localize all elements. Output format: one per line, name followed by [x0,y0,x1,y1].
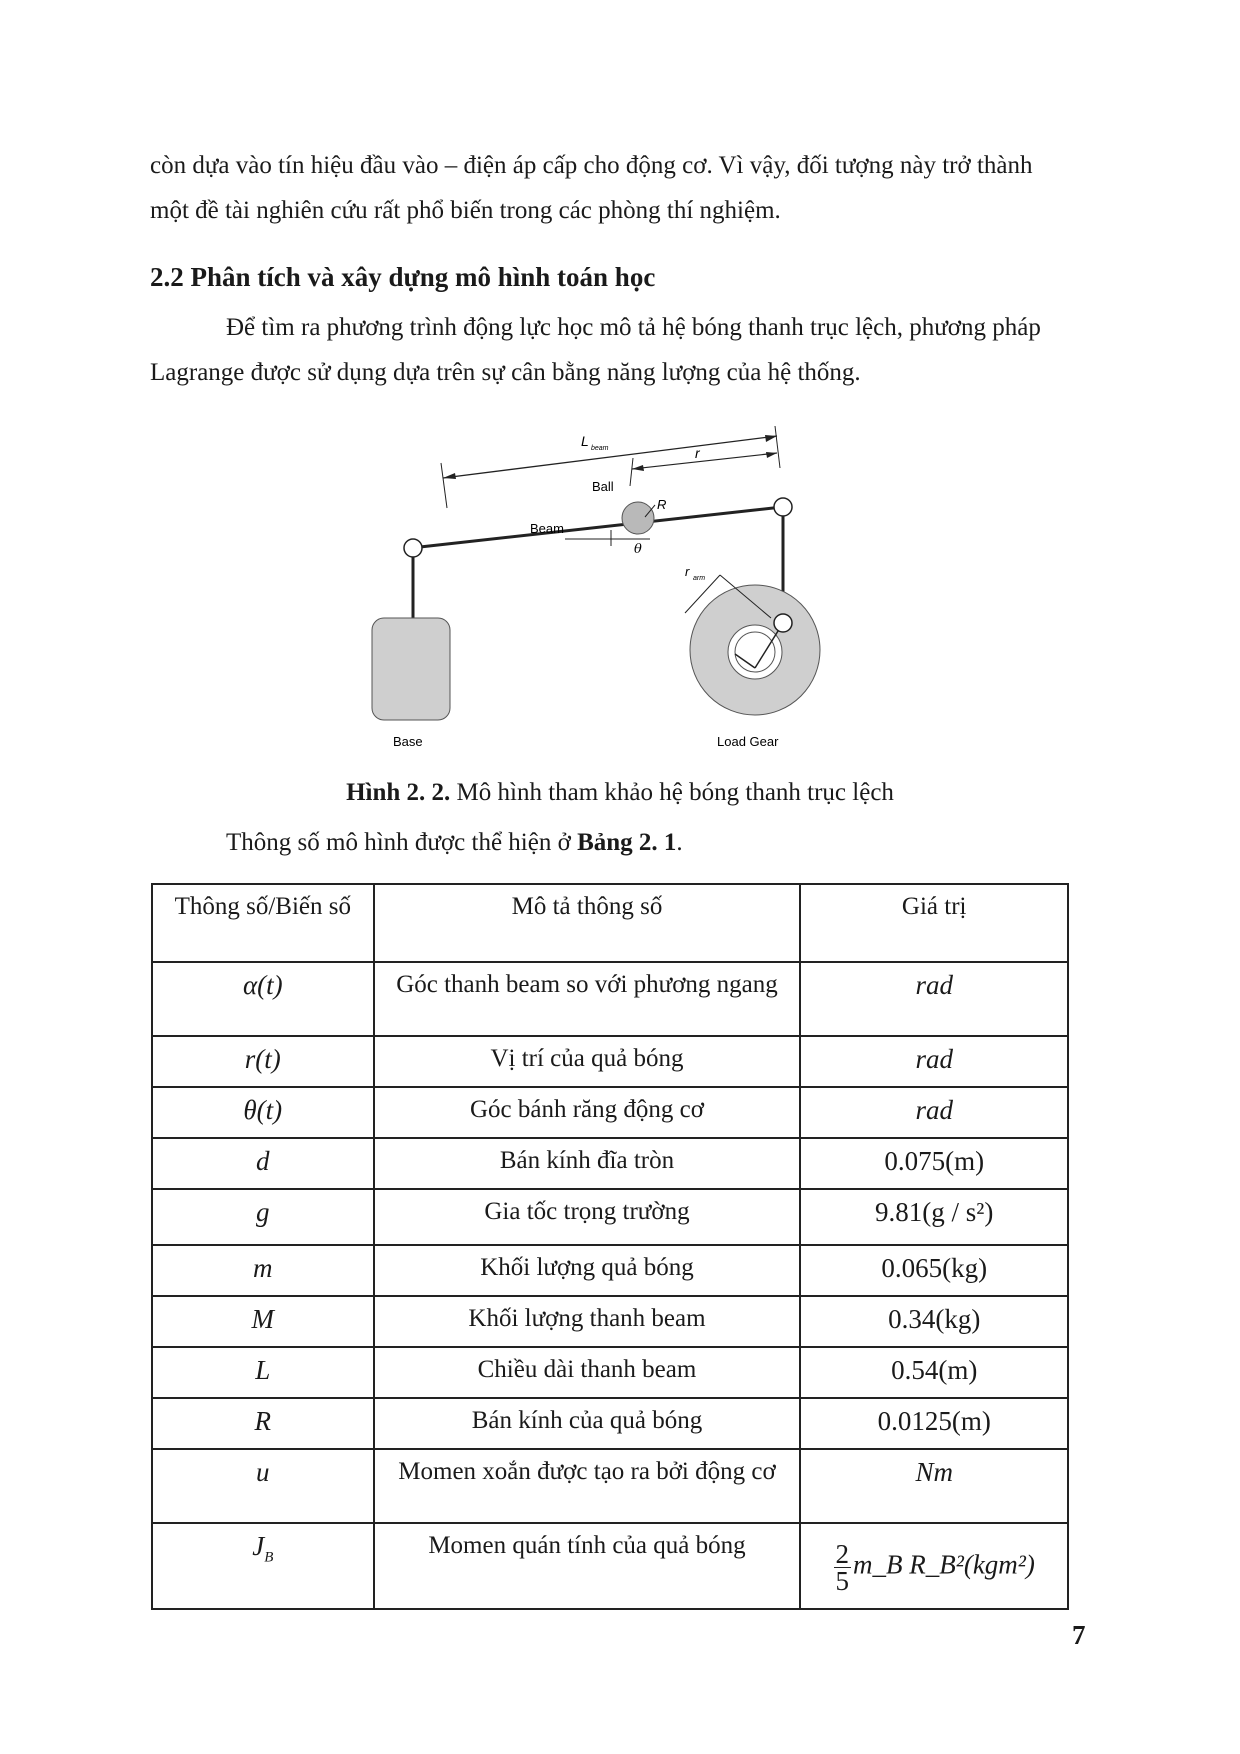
parameter-table [151,883,1069,1610]
arrowhead-icon [766,452,777,458]
header-cell: Giá trị [800,884,1068,962]
table-intro-text: Thông số mô hình được thể hiện ở [226,829,578,856]
base [372,618,450,720]
section-heading: 2.2 Phân tích và xây dựng mô hình toán học [150,262,656,292]
symbol-cell: α(t) [152,962,374,1036]
paragraph-lagrange [150,305,1095,395]
table-row [152,1347,1068,1398]
label-base: Base [393,734,423,749]
table-row [152,1189,1068,1245]
gear-hub [735,632,775,672]
right-pivot [774,498,792,516]
left-pivot [404,539,422,557]
symbol-cell: m [152,1245,374,1296]
header-cell: Mô tả thông số [374,884,801,962]
fraction-numerator: 2 [835,1538,849,1569]
label-ball: Ball [592,479,614,494]
symbol-cell: d [152,1138,374,1189]
table-row [152,1398,1068,1449]
table-row [152,1449,1068,1523]
table-row [152,1087,1068,1138]
description-cell: Khối lượng thanh beam [374,1296,801,1347]
extension-line [630,458,633,486]
arrowhead-icon [443,473,456,479]
symbol-cell: g [152,1189,374,1245]
value-cell: 0.54(m) [800,1347,1068,1398]
ball-beam-diagram [393,418,845,758]
description-cell: Góc thanh beam so với phương ngang [374,962,801,1036]
value-cell: rad [800,1036,1068,1087]
paragraph-continuation [150,143,1095,233]
r-dimension-line [632,453,777,469]
extension-line [775,426,780,468]
table-row [152,1036,1068,1087]
caption-prefix: Hình 2. 2. [346,779,451,806]
description-cell: Momen quán tính của quả bóng [374,1523,801,1609]
paragraph-line: còn dựa vào tín hiệu đầu vào – điện áp cấp cho động cơ. Vì vậy, đối tượng này trở thành [150,152,1033,179]
fraction-denominator: 5 [835,1565,849,1596]
description-cell: Khối lượng quả bóng [374,1245,801,1296]
symbol-cell: u [152,1449,374,1523]
table-row [152,1138,1068,1189]
label-length: L [581,433,589,449]
value-cell: Nm [800,1449,1068,1523]
table-header-row [152,884,1068,962]
description-cell: Chiều dài thanh beam [374,1347,801,1398]
header-cell: Thông số/Biến số [152,884,374,962]
beam [411,507,782,548]
symbol-cell: R [152,1398,374,1449]
symbol-cell: θ(t) [152,1087,374,1138]
label-beam: Beam [530,521,564,536]
caption-text: Mô hình tham khảo hệ bóng thanh trục lệch [450,779,894,806]
table-row [152,1296,1068,1347]
arm-pivot [774,614,792,632]
value-cell: rad [800,1087,1068,1138]
label-rarm: r [685,564,690,579]
paragraph-line: Lagrange được sử dụng dựa trên sự cân bằng năng lượng của hệ thống. [150,359,861,386]
figure-caption [0,775,1240,811]
value-cell: 0.0125(m) [800,1398,1068,1449]
table-reference: Bảng 2. 1 [577,829,677,856]
value-cell: 0.075(m) [800,1138,1068,1189]
table-row [152,1245,1068,1296]
length-dimension-line [443,436,777,478]
table-row [152,962,1068,1036]
table-body [152,962,1068,1609]
description-cell: Bán kính đĩa tròn [374,1138,801,1189]
extension-line [441,463,447,508]
ball [622,502,654,534]
arrowhead-icon [632,465,644,471]
description-cell: Vị trí của quả bóng [374,1036,801,1087]
table-row [152,1523,1068,1609]
label-R: R [657,497,667,512]
arrowhead-icon [765,435,777,442]
value-cell: rad [800,962,1068,1036]
description-cell: Góc bánh răng động cơ [374,1087,801,1138]
description-cell: Gia tốc trọng trường [374,1189,801,1245]
symbol-subscript: B [264,1549,274,1566]
table-intro-end: . [676,829,683,856]
page-number: 7 [1072,1620,1086,1650]
label-load-gear: Load Gear [717,734,779,749]
value-cell [800,1523,1068,1609]
symbol-cell: r(t) [152,1036,374,1087]
symbol-cell: L [152,1347,374,1398]
label-length-sub: beam [591,445,609,452]
symbol-cell: M [152,1296,374,1347]
symbol-cell [152,1523,374,1609]
value-cell: 9.81(g / s²) [800,1189,1068,1245]
description-cell: Bán kính của quả bóng [374,1398,801,1449]
fraction [834,1538,852,1596]
table-intro [226,825,683,861]
label-r: r [695,445,700,461]
symbol: J [252,1531,265,1561]
paragraph-line: một đề tài nghiên cứu rất phổ biến trong các phòng thí nghiệm. [150,197,781,224]
description-cell: Momen xoắn được tạo ra bởi động cơ [374,1449,801,1523]
paragraph-line: Để tìm ra phương trình động lực học mô tả hệ bóng thanh trục lệch, phương pháp [226,314,1041,341]
value-cell: 0.065(kg) [800,1245,1068,1296]
label-rarm-sub: arm [693,575,706,582]
value-expression: m_B R_B²(kgm²) [853,1549,1035,1580]
value-cell: 0.34(kg) [800,1296,1068,1347]
label-theta: θ [634,542,642,557]
